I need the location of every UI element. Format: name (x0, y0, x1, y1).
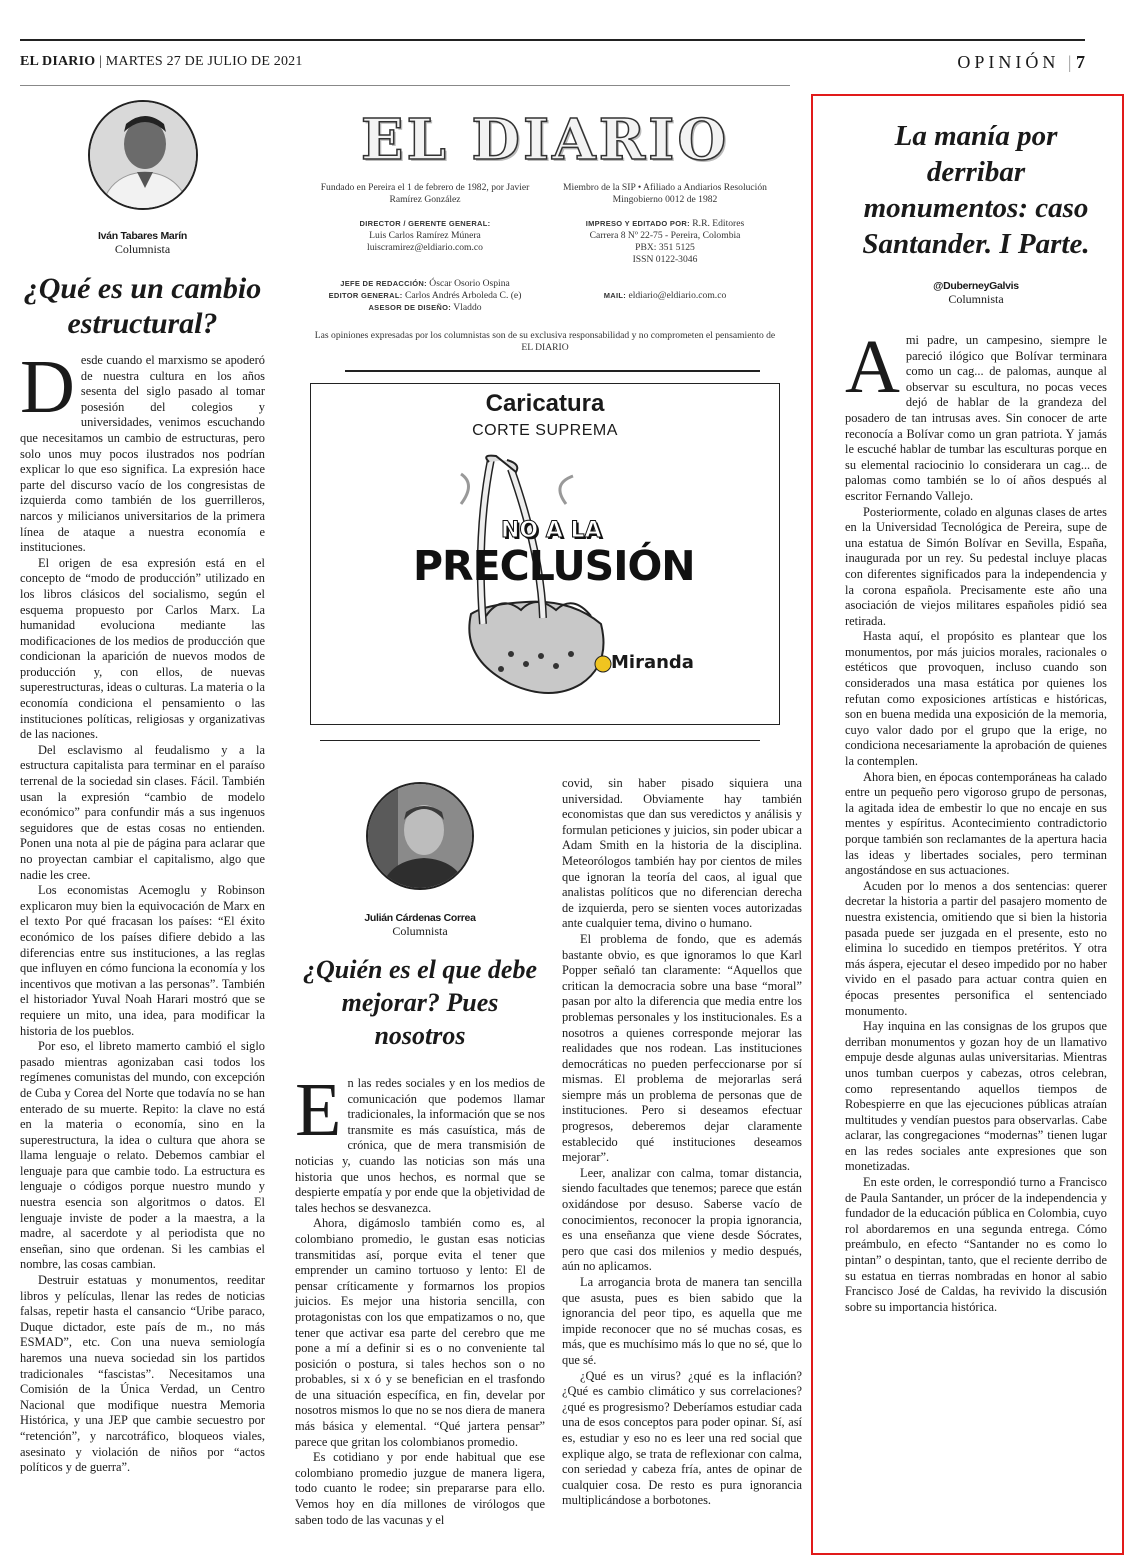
cartoon-box (310, 383, 780, 725)
separator: | (1067, 52, 1076, 72)
issue-date: MARTES 27 DE JULIO DE 2021 (105, 54, 303, 69)
author-photo-julian (366, 782, 474, 890)
article-monuments (845, 118, 1107, 1315)
disclaimer: Las opiniones expresadas por los columnistas son de su exclusiva responsabilidad y no comprometen el pensamiento de EL DIARIO (314, 330, 776, 353)
mail-block: MAIL: eldiario@eldiario.com.co (603, 290, 727, 301)
banner-top: NO A LA (501, 518, 602, 543)
banner-main: PRECLUSIÓN (413, 542, 695, 590)
masthead-credits (310, 182, 780, 326)
paragraph: Acuden por lo menos a dos sentencias: querer decretar la historia a partir del pasajero momento de nuestra existencia, omitiendo que si bien la historia pasada puede ser juzgada en el presente, esto no elimina lo sucedido en tiempos pretéritos. Y otra más áspera, ejecutar el deseo impedido por no haber vivido en el pasado para actuar contra quien en épocas presentes personifica el sentenciado monumento. (845, 878, 1107, 1018)
byline (295, 912, 545, 939)
director-block: DIRECTOR / GERENTE GENERAL: Luis Carlos Ramírez Múnera luiscramirez@eldiario.com.co (359, 219, 491, 253)
article-who-should-improve (295, 782, 545, 1528)
cartoon-rule (320, 740, 760, 741)
top-rule (20, 39, 1085, 41)
staff-block: JEFE DE REDACCIÓN: Óscar Osorio Ospina EDITOR GENERAL: Carlos Andrés Arboleda C. (e) ASESOR DE DISEÑO: Vladdo (328, 278, 522, 313)
cartoon-subtitle: CORTE SUPREMA (472, 422, 618, 439)
paragraph: covid, sin haber pisado siquiera una universidad. Obviamente hay también economistas que dan sus veredictos y análisis y formulan peticiones y juicios, sin poder ubicar a Adam Smith en la historia de la disciplina. Meteorólogos también hay por cientos de miles que ignoran la teoría del caos, al igual que analistas políticos que no diferencian derecha de izquierda, pero se sienten voces autorizadas ante cualquier tema, divino o humano. (562, 776, 802, 931)
cartoonist-signature: Miranda (611, 652, 694, 673)
article-body (295, 1068, 545, 1528)
author-name: Iván Tabares Marín (98, 230, 187, 242)
header-section (957, 52, 1085, 73)
article-body (20, 345, 265, 1476)
page-number: 7 (1076, 52, 1085, 72)
article-headline: ¿Qué es un cambio estructural? (23, 272, 262, 340)
author-name: @DuberneyGalvis (933, 280, 1019, 292)
paragraph: Leer, analizar con calma, tomar distancia, siendo facultades que tenemos; parece que están oxidándose por desuso. Saberse vacío de conocimientos, reconocer la propia ignorancia, es una enseñanza que viene desde Sócrates, pero que casi dos milenios y medio después, aún no aplicamos. (562, 1165, 802, 1274)
header-rule (20, 85, 790, 86)
paragraph: La arrogancia brota de manera tan sencilla que asusta, pues es bien sabido que la ignorancia del peor tipo, es aquella que me impide reconocer que no sé muchas cosas, es más, que es muchísimo más lo que no sé, que lo que sé. (562, 1275, 802, 1367)
paragraph: Por eso, el libreto mamerto cambió el siglo pasado mientras agonizaban casi todos los regímenes comunistas del mundo, con excepción de Cuba y Corea del Norte que todavía no se han enterado de su muerte. Repito: la clave no está en la materia o economía, sino en la superestructura, la idea o cultura que ahora se llama lenguaje o relato. Debemos cambiar el lenguaje para que cambie todo. La estructura es lenguaje o códigos porque nuestro mundo y nuestra esencia son algoritmos o datos. El lenguaje inviste de poder a la maestra, a la madre, al sacerdote y al periodista que no enseñan, sino que ordenan. Si les cambias el nombre, las cosas cambian. (20, 1039, 265, 1272)
section-name: OPINIÓN (957, 52, 1060, 72)
paragraph: Los economistas Acemoglu y Robinson explicaron muy bien la equivocación de Marx en el texto Por qué fracasan los países: “El éxito económico de los países difiere debido a las diferencias entre sus instituciones, a las reglas que influyen en cómo funciona la economía y los incentivos que motivan a las personas”. También el historiador Yuval Noah Harari mostró que se requiere un mito, una idea, para modificar la historia de los pueblos. (20, 883, 265, 1038)
article-body (845, 325, 1107, 1315)
drop-cap: A (845, 325, 900, 409)
author-photo-ivan (88, 100, 198, 210)
drop-cap: E (295, 1068, 342, 1152)
drop-cap: D (20, 345, 75, 429)
article-who-should-improve-continued (562, 776, 802, 1509)
cartoon-title: Caricatura (485, 390, 605, 417)
newspaper-logo: EL DIARIO (360, 107, 730, 173)
paragraph: Es cotidiano y por ende habitual que ese colombiano promedio juzgue de manera ligera, todo cuanto le rodee; sin prepararse para ello. Vemos hoy en día millones de virólogos que saben todo de las vacunas y el (295, 1450, 545, 1527)
separator: | (99, 54, 106, 69)
byline (845, 280, 1107, 307)
paragraph: Ahora bien, en épocas contemporáneas ha calado entre un pequeño pero vigoroso grupo de personas, la agitada idea de embestir lo que no encaje en sus mentes y espíritus. Acontecimiento contradictorio porque también son reclamantes de la apertura hacia las ideas y libertades sociales, pero terminan angostándose en sus actuaciones. (845, 769, 1107, 878)
paragraph: Ami padre, un campesino, siempre le pareció ilógico que Bolívar terminara como un cag... de palomas, aunque al observar su escultura, no pocas veces dejó de hablar de la grandeza del posadero de tan intrusas aves. Sin conocer de arte reconocía a Bolívar como un gran patriota. Y jamás le escuché hablar de tumbar las esculturas porque en su elemental raciocinio lo considerara un cag... de palomas como también se lo oí años después al escritor Fernando Vallejo. (845, 325, 1107, 503)
article-headline: ¿Quién es el que debe mejorar? Pues nosotros (303, 955, 537, 1050)
paragraph: Hay inquina en las consignas de los grupos que derriban monumentos y gozan hoy de un llamativo empuje desde algunas aulas universitarias. Mientras unos tumban cuerpos y cabezas, otros celebran, como representando aquellos tiempos de Robespierre en que las ejecuciones públicas atraían multitudes y vendían puestos para observarlas. Cabe aclarar, las congregaciones “modernas” tienen lugar en las redes sociales ante expresiones que son monetizadas. (845, 1019, 1107, 1174)
header-dateline (20, 54, 303, 70)
paragraph: Del esclavismo al feudalismo y a la estructura capitalista para terminar en el paraíso terrenal de la sociedad sin clases. Fácil. También usan la expresión “cambio de modelo económico” para confundir más a sus ingenuos seguidores que de estas cosas no entienden. Ponen una nota al pie de página para aclarar que no proyectan cambiar el capitalismo, algo que nadie les cree. (20, 742, 265, 882)
author-role: Columnista (114, 242, 171, 256)
membership-note: Miembro de la SIP • Afiliado a Andiarios Resolución Mingobierno 0012 de 1982 (563, 182, 767, 205)
paragraph: Hasta aquí, el propósito es plantear que los monumentos, por más juicios morales, racionales o estéticos que provoquen, incluso cuando son considerados una masa estática por quienes los refutan como exposiciones artísticas e históricas, son en buena medida una exposición de la memoria, cuyo valor dado por el grupo que la erige, no condiciona necesariamente la aprobación de quienes la contemplen. (845, 629, 1107, 769)
paragraph: Destruir estatuas y monumentos, reeditar libros y películas, llenar las redes de noticias falsas, repetir hasta el cansancio “Uribe paraco, Duque dictador, este país de m., no más ESMAD”, etc. Con una nueva semiología haremos una nueva sociedad sin los partidos tradicionales “fascistas”. Necesitamos una Comisión de la Única Verdad, un Centro Nacional que modifique nuestra Memoria Histórica, y una JEP que cambie secuestro por “retención”, y narcotráfico, bloqueos viales, asesinato y violación de niños por “actos políticos y de guerra”. (20, 1273, 265, 1475)
printer-block: IMPRESO Y EDITADO POR: R.R. Editores Carrera 8 Nº 22-75 - Pereira, Colombia PBX: 351 5125 ISSN 0122-3046 (585, 218, 745, 265)
paragraph: Ahora, digámoslo también como es, al colombiano promedio, le gustan esas noticias transmitidas así, porque evita el tener que emprender un camino tortuoso y lento: El de pensar críticamente y formarnos los propios juicios. Es mejor una historia sencilla, con protagonistas con los que empatizamos o no, que tener que activar esa parte del cerebro que me pone a mí a definir si es o no conveniente tal posición o postura, si tales hechos son o no probables, si x ó y se benefician en el trasfondo de una situación específica, en fin, develar por nosotros mismos lo que no se nos diera de manera más básica y elemental. “Qué jartera pensar” parece que gritan los colombianos promedio. (295, 1216, 545, 1449)
paragraph: El problema de fondo, que es además bastante obvio, es que ignoramos lo que Karl Popper señaló tan claramente: “Aquellos que critican la democracia sobre una base “moral” pasan por alto la diferencia que media entre los problemas personales y los institucionales. Es a nosotros a quienes corresponde mejorar las realidades que nos rodean. Las instituciones democráticas no pueden perfeccionarse por sí mismas. El problema de mejorarlas será siempre más un problema de personas que de instituciones. Pero si deseamos efectuar progresos, deberemos dejar claramente establecido qué instituciones deseamos mejorar”. (562, 931, 802, 1165)
paragraph: En este orden, le correspondió turno a Francisco de Paula Santander, un prócer de la independencia y fundador de la educación pública en Colombia, cuyo rol abordaremos en una segunda entrega. Cómo preámbulo, en efecto “Santander no es como lo pintan” o despintan, tanto, que el reciente derribo de su estatua en tierras nombradas en honor al sabio Francisco José de Caldas, ha revivido la discusión sobre su importancia histórica. (845, 1175, 1107, 1314)
author-role: Columnista (948, 292, 1004, 306)
author-name: Julián Cárdenas Correa (364, 912, 476, 924)
byline (20, 230, 265, 257)
founded-note: Fundado en Pereira el 1 de febrero de 1982, por Javier Ramírez González (320, 182, 530, 205)
paragraph: ¿Qué es un virus? ¿qué es la inflación? ¿Qué es cambio climático y sus correlaciones? ¿qué es progresismo? Deberíamos estudiar cada una de esos conceptos para poder opinar. Sí, así es, estudiar y eso no es leer una red social que explique algo, se trata de reflexionar con calma, con seriedad y cabeza fría, antes de opinar de cualquier cosa. De resto es pura ignorancia multiplicándose a borbotones. (562, 1368, 802, 1508)
paragraph: El origen de esa expresión está en el concepto de “modo de producción” utilizado en los libros clásicos del socialismo, según el esquema propuesto por Carlos Marx. La humanidad evoluciona mediante las modificaciones de los medios de producción que condicionan la aparición de nuevos modos de producción y, con ellos, de nuevas superestructuras, ideas o culturas. La materia o la economía condiciona el pensamiento o las instituciones políticas, religiosas y organizativas de las naciones. (20, 555, 265, 742)
masthead (310, 108, 780, 354)
paragraph: Desde cuando el marxismo se apoderó de nuestra cultura en los años sesenta del siglo pasado al tomar posesión del colegios y universidades, venimos escuchando que necesitamos un cambio de estructuras, pero solo unos muy pocos ilustrados nos podrían explicar lo que eso significa. La expresión hace parte del discurso vacío de los congresistas de izquierda como también de los guerrilleros, narcos y milicianos universitarios de la primera línea de ataque a nuestra economía e instituciones. (20, 345, 265, 555)
author-role: Columnista (392, 924, 448, 938)
paragraph: En las redes sociales y en los medios de comunicación que podemos llamar tradicionales, la información que se nos transmite es más casuística, más de crónica, que de mera transmisión de noticias y, cuando las noticias son más una historia que unos hechos, es normal que se despierte empatía y por ende que la objetividad de tales hechos se desvanezca. (295, 1068, 545, 1215)
portrait-icon (368, 784, 474, 890)
article-structural-change (20, 100, 265, 1476)
paper-name: EL DIARIO (20, 54, 96, 69)
article-headline: La manía por derribar monumentos: caso Santander. I Parte. (862, 120, 1090, 260)
portrait-icon (90, 102, 198, 210)
paragraph: Posteriormente, colado en algunas clases de artes en la Universidad Tecnológica de Pereira, supe de una estatua de Simón Bolívar en Sevilla, España, inaugurada por un rey. Su pedestal incluye placas con diferentes significados para la independencia y la corona española. Precisamente este año una asociación de viejos militares españoles pidió sea retirada. (845, 504, 1107, 628)
masthead-rule (345, 370, 760, 372)
